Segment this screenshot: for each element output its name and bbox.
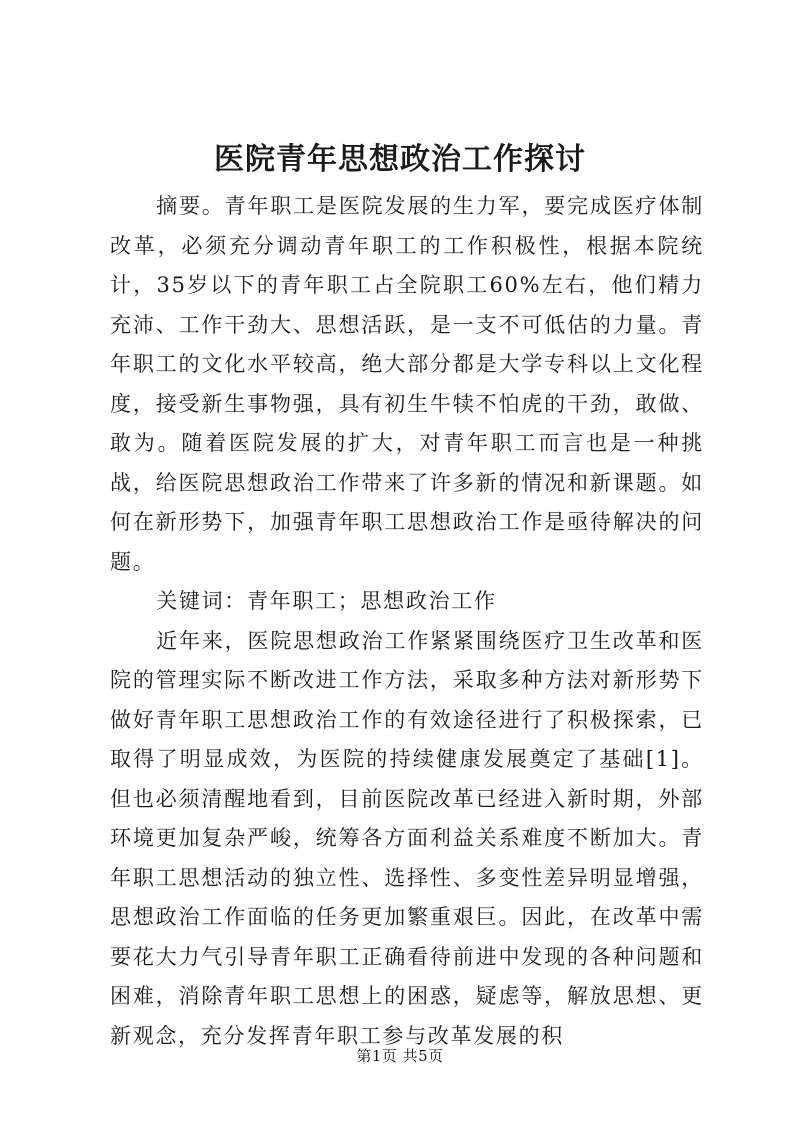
- keywords-paragraph: 关键词：青年职工；思想政治工作: [156, 589, 497, 613]
- document-body: [110, 187, 704, 1056]
- abstract-paragraph: 摘要。青年职工是医院发展的生力军，要完成医疗体制改革，必须充分调动青年职工的工作积极性，根据本院统计，35岁以下的青年职工占全院职工60%左右，他们精力充沛、工作干劲大、思想活跃，是一支不可低估的力量。青年职工的文化水平较高，绝大部分都是大学专科以上文化程度，接受新生事物强，具有初生牛犊不怕虎的干劲，敢做、敢为。随着医院发展的扩大，对青年职工而言也是一种挑战，给医院思想政治工作带来了许多新的情况和新课题。如何在新形势下，加强青年职工思想政治工作是亟待解决的问题。: [110, 194, 704, 574]
- body-paragraph: 近年来，医院思想政治工作紧紧围绕医疗卫生改革和医院的管理实际不断改进工作方法，采取多种方法对新形势下做好青年职工思想政治工作的有效途径进行了积极探索，已取得了明显成效，为医院的持续健康发展奠定了基础[1]。但也必须清醒地看到，目前医院改革已经进入新时期，外部环境更加复杂严峻，统筹各方面利益关系难度不断加大。青年职工思想活动的独立性、选择性、多变性差异明显增强，思想政治工作面临的任务更加繁重艰巨。因此，在改革中需要花大力气引导青年职工正确看待前进中发现的各种问题和困难，消除青年职工思想上的困惑，疑虑等，解放思想、更新观念，充分发挥青年职工参与改革发展的积: [110, 628, 704, 1048]
- page-footer: 第1页 共5页: [356, 1047, 444, 1065]
- document-title: 医院青年思想政治工作探讨: [214, 142, 586, 177]
